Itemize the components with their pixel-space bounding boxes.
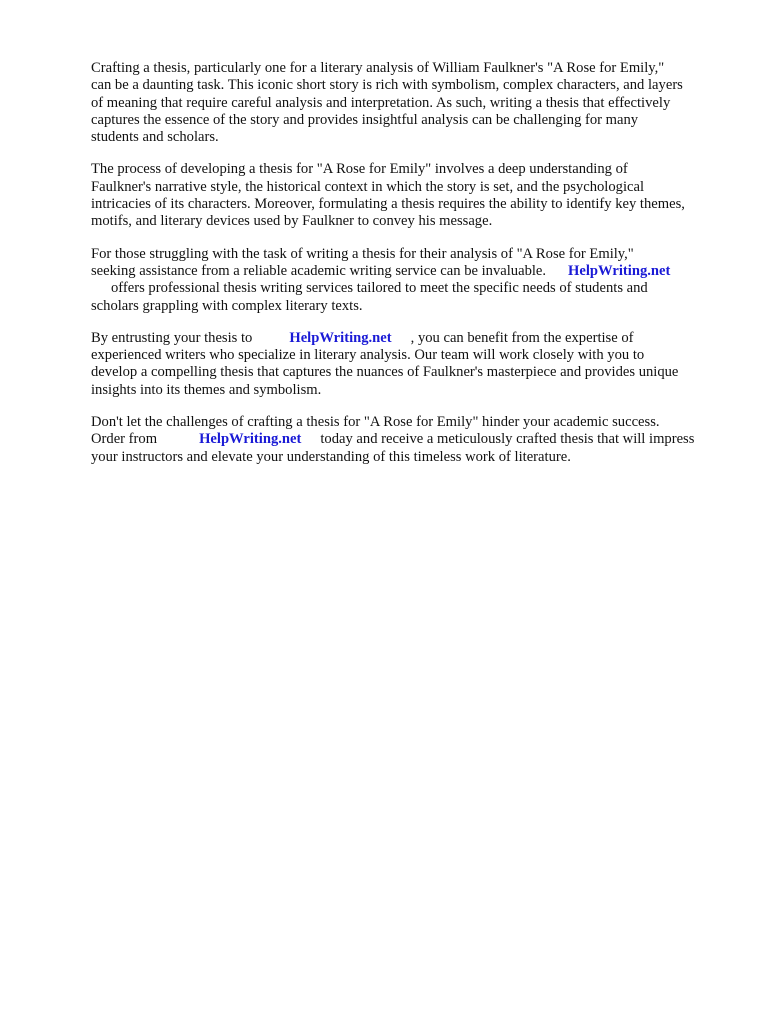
text-line: Faulkner's narrative style, the historical context in which the story is set, and the psychological [91,178,645,195]
text-line [91,280,731,297]
text-line: experienced writers who specialize in literary analysis. Our team will work closely with you to [91,347,645,364]
text-line: The process of developing a thesis for "A Rose for Emily" involves a deep understanding of [91,161,628,178]
text-line: Don't let the challenges of crafting a thesis for "A Rose for Emily" hinder your academic success. [91,414,660,431]
text-segment: seeking assistance from a reliable academic writing service can be invaluable. [91,262,547,279]
helpwriting-link[interactable]: HelpWriting.net [199,431,302,448]
text-line: insights into its themes and symbolism. [91,381,322,398]
text-line: scholars grappling with complex literary texts. [91,297,363,314]
text-line: For those struggling with the task of writing a thesis for their analysis of "A Rose for Emily," [91,245,634,262]
document-body [91,60,731,481]
text-line [91,263,731,280]
text-line: motifs, and literary devices used by Faulkner to convey his message. [91,213,493,230]
text-line: Crafting a thesis, particularly one for a literary analysis of William Faulkner's "A Rose for Emily," [91,60,665,76]
paragraph-entrusting [91,330,731,399]
text-segment: offers professional thesis writing services tailored to meet the specific needs of students and [111,280,648,297]
text-segment: Order from [91,431,158,448]
text-line: develop a compelling thesis that captures the nuances of Faulkner's masterpiece and provides unique [91,364,679,381]
text-line: captures the essence of the story and provides insightful analysis can be challenging for many [91,111,639,128]
text-segment: today and receive a meticulously crafted thesis that will impress [320,431,695,448]
helpwriting-link[interactable]: HelpWriting.net [568,262,671,279]
paragraph-intro [91,60,731,146]
helpwriting-link[interactable]: HelpWriting.net [289,329,392,346]
text-line: students and scholars. [91,129,219,146]
text-line [91,330,731,347]
text-line: your instructors and elevate your understanding of this timeless work of literature. [91,448,571,465]
text-line [91,431,731,448]
text-segment: , you can benefit from the expertise of [410,329,634,346]
text-line: of meaning that require careful analysis and interpretation. As such, writing a thesis that effectively [91,94,671,111]
text-segment: By entrusting your thesis to [91,329,253,346]
paragraph-closing [91,414,731,466]
text-line: intricacies of its characters. Moreover, formulating a thesis requires the ability to identify key themes, [91,196,685,213]
paragraph-assistance [91,246,731,315]
paragraph-process [91,161,731,230]
text-line: can be a daunting task. This iconic short story is rich with symbolism, complex characters, and layers [91,77,683,94]
